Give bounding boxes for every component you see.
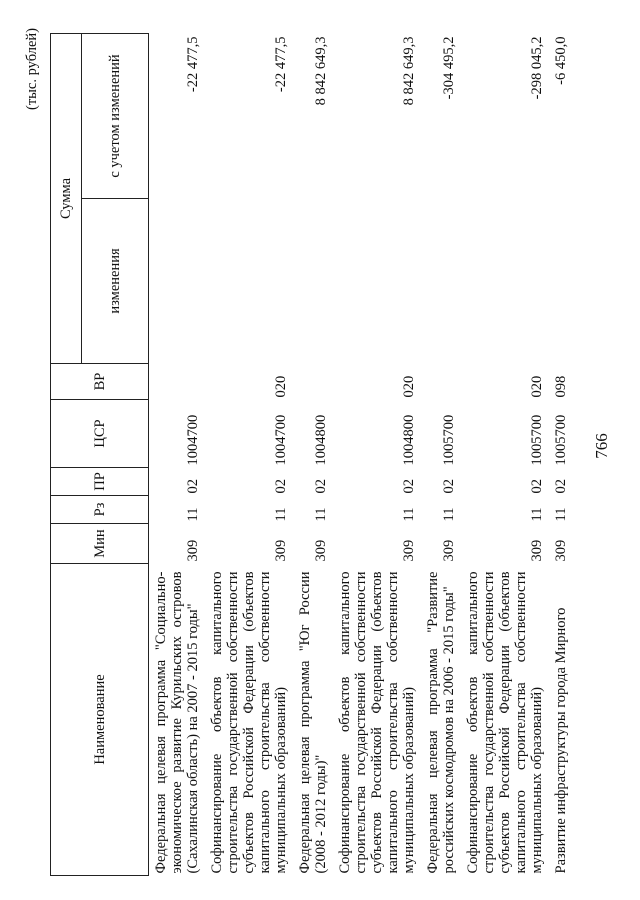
rotated-page [24, 16, 624, 876]
row-izm [421, 199, 461, 364]
row-min: 309 [185, 539, 201, 562]
row-pr: 02 [441, 479, 457, 494]
row-izm [205, 199, 293, 364]
row-csr: 1005700 [553, 414, 569, 466]
row-rz: 11 [441, 507, 457, 522]
row-total: -6 450,0 [553, 36, 569, 85]
row-rz: 11 [553, 507, 569, 522]
header-rz: Рз [51, 496, 149, 524]
row-pr: 02 [273, 479, 289, 494]
row-vr [149, 364, 206, 400]
page-number: 766 [592, 433, 611, 459]
row-csr: 1004800 [401, 414, 417, 466]
row-total: 8 842 649,3 [313, 36, 329, 106]
row-min: 309 [441, 539, 457, 562]
row-total: 8 842 649,3 [401, 36, 417, 106]
row-rz: 11 [401, 507, 417, 522]
row-name: Развитие инфраструктуры города Мирного [553, 607, 569, 874]
header-s-uchetom: с учетом изменений [82, 34, 149, 199]
row-izm [549, 199, 573, 364]
row-csr: 1005700 [441, 414, 457, 466]
row-name: Федеральная целевая программа "Развитие российских космодромов на 2006 - 2015 годы" [425, 571, 457, 874]
row-pr: 02 [529, 479, 545, 494]
row-vr: 020 [529, 375, 545, 398]
row-min: 309 [273, 539, 289, 562]
row-min: 309 [401, 539, 417, 562]
table-row [549, 34, 573, 876]
row-csr: 1004700 [273, 414, 289, 466]
header-min: Мин [51, 524, 149, 564]
row-total: -304 495,2 [441, 36, 457, 100]
header-summa: Сумма [51, 34, 82, 364]
row-izm [293, 199, 333, 364]
table-row [149, 34, 206, 876]
row-izm [149, 199, 206, 364]
row-csr: 1004800 [313, 414, 329, 466]
row-vr: 098 [553, 375, 569, 398]
row-name: Федеральная целевая программа "Юг России (2008 - 2012 годы)" [297, 571, 329, 874]
row-pr: 02 [401, 479, 417, 494]
header-izm: изменения [82, 199, 149, 364]
table-body [149, 34, 574, 876]
table-row [421, 34, 461, 876]
row-rz: 11 [529, 507, 545, 522]
row-total: -298 045,2 [529, 36, 545, 100]
row-vr [293, 364, 333, 400]
row-rz: 11 [313, 507, 329, 522]
row-min: 309 [313, 539, 329, 562]
row-pr: 02 [185, 479, 201, 494]
row-min: 309 [553, 539, 569, 562]
row-min: 309 [529, 539, 545, 562]
table-row [205, 34, 293, 876]
row-rz: 11 [273, 507, 289, 522]
row-total: -22 477,5 [185, 36, 201, 93]
row-vr: 020 [401, 375, 417, 398]
row-total: -22 477,5 [273, 36, 289, 93]
budget-table [50, 33, 573, 876]
table-row [461, 34, 549, 876]
units-label: (тыс. рублей) [24, 28, 40, 110]
header-vr: ВР [51, 364, 149, 400]
header-csr: ЦСР [51, 400, 149, 468]
row-csr: 1004700 [185, 414, 201, 466]
table-row [333, 34, 421, 876]
row-name: Федеральная целевая программа "Социально-экономическое развитие Курильских островов (Сахалинская область) на 2007 - 2015 годы" [153, 571, 201, 874]
row-name: Софинансирование объектов капитального строительства государственной собственности субъектов Российской Федерации (объектов капитального строительства собственности муниципальных образований) [337, 571, 417, 874]
row-name: Софинансирование объектов капитального строительства государственной собственности субъектов Российской Федерации (объектов капитального строительства собственности муниципальных образований) [465, 571, 545, 874]
row-vr: 020 [273, 375, 289, 398]
row-vr [421, 364, 461, 400]
row-csr: 1005700 [529, 414, 545, 466]
header-name: Наименование [51, 564, 149, 876]
row-name: Софинансирование объектов капитального строительства государственной собственности субъектов Российской Федерации (объектов капитального строительства собственности муниципальных образований) [209, 571, 289, 874]
row-izm [333, 199, 421, 364]
row-pr: 02 [313, 479, 329, 494]
row-pr: 02 [553, 479, 569, 494]
table-row [293, 34, 333, 876]
row-izm [461, 199, 549, 364]
header-pr: ПР [51, 468, 149, 496]
row-rz: 11 [185, 507, 201, 522]
